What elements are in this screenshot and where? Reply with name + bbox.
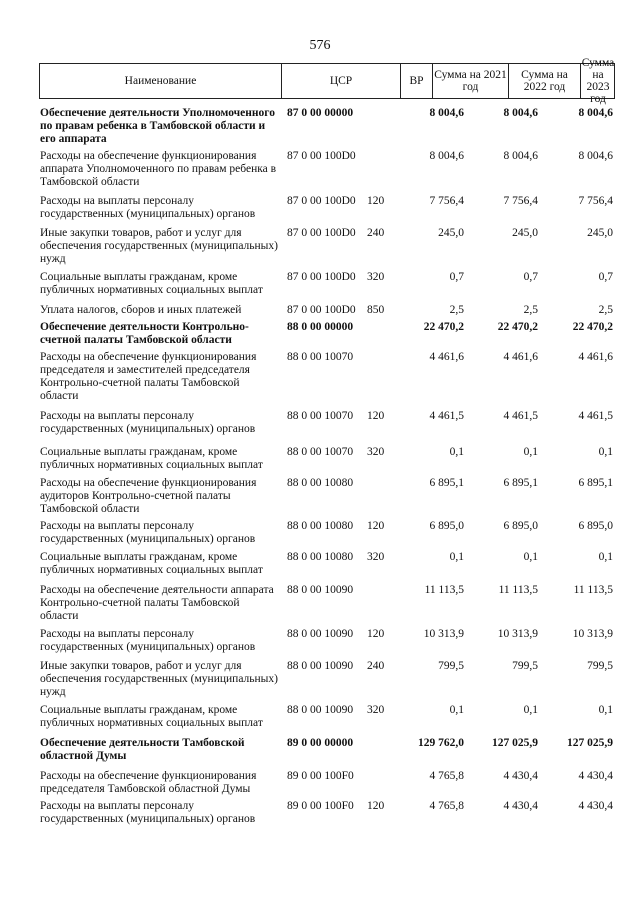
row-2022: 8 004,6 — [503, 150, 538, 162]
row-2023: 11 113,5 — [573, 584, 613, 596]
row-2021: 6 895,0 — [429, 520, 464, 532]
row-2023: 2,5 — [598, 304, 613, 316]
header-2023: Сумма на 2023 год — [581, 57, 615, 105]
row-name: Уплата налогов, сборов и иных платежей — [40, 304, 242, 316]
row-2021: 0,7 — [449, 271, 464, 283]
row-2021: 245,0 — [438, 227, 464, 239]
row-2023: 127 025,9 — [567, 737, 613, 749]
row-2022: 0,1 — [523, 551, 538, 563]
row-2021: 8 004,6 — [429, 150, 464, 162]
row-name: Социальные выплаты гражданам, кроме публичных нормативных социальных выплат — [40, 271, 263, 296]
row-csr: 87 0 00 100D0 — [287, 227, 356, 239]
row-name: Расходы на выплаты персоналу государственных (муниципальных) органов — [40, 800, 256, 825]
row-vr: 120 — [367, 195, 385, 207]
row-2023: 8 004,6 — [578, 150, 613, 162]
page-number: 576 — [309, 38, 331, 53]
row-2023: 245,0 — [587, 227, 613, 239]
row-2022: 22 470,2 — [497, 321, 538, 333]
row-vr: 240 — [367, 660, 385, 672]
row-2021: 11 113,5 — [424, 584, 464, 596]
row-2022: 0,7 — [523, 271, 538, 283]
row-2023: 6 895,1 — [578, 477, 613, 489]
header-vr: ВР — [401, 64, 433, 98]
row-csr: 88 0 00 10090 — [287, 704, 354, 716]
header-name: Наименование — [40, 64, 282, 98]
row-2023: 799,5 — [587, 660, 613, 672]
row-vr: 120 — [367, 628, 385, 640]
row-name: Расходы на обеспечение функционирования аудиторов Контрольно-счетной палаты Тамбовской области — [40, 477, 257, 515]
row-2022: 2,5 — [523, 304, 538, 316]
row-2021: 4 461,6 — [429, 351, 464, 363]
row-vr: 120 — [367, 520, 385, 532]
row-name: Обеспечение деятельности Контрольно-счетной палаты Тамбовской области — [40, 321, 249, 346]
row-csr: 87 0 00 100D0 — [287, 271, 356, 283]
row-2021: 4 765,8 — [429, 800, 464, 812]
row-2022: 4 430,4 — [503, 770, 538, 782]
row-2021: 7 756,4 — [429, 195, 464, 207]
row-name: Расходы на обеспечение деятельности аппарата Контрольно-счетной палаты Тамбовской области — [40, 584, 274, 622]
row-vr: 240 — [367, 227, 385, 239]
row-csr: 87 0 00 00000 — [287, 107, 354, 119]
header-2021: Сумма на 2021 год — [433, 64, 509, 98]
row-2021: 22 470,2 — [423, 321, 464, 333]
row-vr: 120 — [367, 800, 385, 812]
row-2023: 22 470,2 — [572, 321, 613, 333]
row-2021: 2,5 — [449, 304, 464, 316]
row-2022: 7 756,4 — [503, 195, 538, 207]
row-csr: 88 0 00 10090 — [287, 660, 354, 672]
row-2022: 4 430,4 — [503, 800, 538, 812]
row-2022: 127 025,9 — [492, 737, 538, 749]
header-csr: ЦСР — [282, 64, 401, 98]
row-csr: 87 0 00 100D0 — [287, 304, 356, 316]
row-2021: 0,1 — [449, 551, 464, 563]
row-name: Расходы на обеспечение функционирования аппарата Уполномоченного по правам ребенка в Тамбовской области — [40, 150, 277, 188]
row-csr: 88 0 00 10070 — [287, 410, 354, 422]
row-2023: 4 461,6 — [578, 351, 613, 363]
row-csr: 89 0 00 100F0 — [287, 800, 354, 812]
row-2021: 0,1 — [449, 446, 464, 458]
row-2021: 4 765,8 — [429, 770, 464, 782]
row-2021: 6 895,1 — [429, 477, 464, 489]
row-csr: 88 0 00 10090 — [287, 584, 354, 596]
row-csr: 89 0 00 00000 — [287, 737, 354, 749]
row-csr: 88 0 00 00000 — [287, 321, 354, 333]
row-csr: 88 0 00 10080 — [287, 477, 354, 489]
row-name: Социальные выплаты гражданам, кроме публичных нормативных социальных выплат — [40, 551, 263, 576]
row-name: Расходы на выплаты персоналу государственных (муниципальных) органов — [40, 628, 256, 653]
row-2023: 4 430,4 — [578, 800, 613, 812]
row-vr: 850 — [367, 304, 385, 316]
row-name: Социальные выплаты гражданам, кроме публичных нормативных социальных выплат — [40, 446, 263, 471]
row-name: Иные закупки товаров, работ и услуг для обеспечения государственных (муниципальных) нужд — [40, 227, 278, 265]
row-2023: 0,7 — [598, 271, 613, 283]
row-2022: 799,5 — [512, 660, 538, 672]
row-2021: 4 461,5 — [429, 410, 464, 422]
row-csr: 87 0 00 100D0 — [287, 195, 356, 207]
row-name: Иные закупки товаров, работ и услуг для обеспечения государственных (муниципальных) нужд — [40, 660, 278, 698]
row-2021: 10 313,9 — [423, 628, 464, 640]
row-2021: 129 762,0 — [418, 737, 464, 749]
row-vr: 320 — [367, 271, 385, 283]
row-2022: 245,0 — [512, 227, 538, 239]
header-2022: Сумма на 2022 год — [509, 64, 581, 98]
row-csr: 89 0 00 100F0 — [287, 770, 354, 782]
row-csr: 88 0 00 10090 — [287, 628, 354, 640]
row-name: Социальные выплаты гражданам, кроме публичных нормативных социальных выплат — [40, 704, 263, 729]
row-csr: 88 0 00 10080 — [287, 551, 354, 563]
row-2023: 0,1 — [598, 446, 613, 458]
row-2023: 8 004,6 — [578, 107, 613, 119]
row-name: Расходы на выплаты персоналу государственных (муниципальных) органов — [40, 520, 256, 545]
row-vr: 320 — [367, 551, 385, 563]
row-2022: 11 113,5 — [498, 584, 538, 596]
row-name: Расходы на выплаты персоналу государственных (муниципальных) органов — [40, 410, 256, 435]
row-2023: 0,1 — [598, 551, 613, 563]
row-2023: 7 756,4 — [578, 195, 613, 207]
row-csr: 87 0 00 100D0 — [287, 150, 356, 162]
row-2021: 8 004,6 — [429, 107, 464, 119]
row-2021: 0,1 — [449, 704, 464, 716]
row-vr: 120 — [367, 410, 385, 422]
row-2023: 0,1 — [598, 704, 613, 716]
row-2022: 8 004,6 — [503, 107, 538, 119]
row-2023: 10 313,9 — [572, 628, 613, 640]
row-2023: 4 430,4 — [578, 770, 613, 782]
row-2023: 6 895,0 — [578, 520, 613, 532]
row-2022: 4 461,5 — [503, 410, 538, 422]
row-vr: 320 — [367, 446, 385, 458]
row-2023: 4 461,5 — [578, 410, 613, 422]
row-csr: 88 0 00 10070 — [287, 351, 354, 363]
row-2021: 799,5 — [438, 660, 464, 672]
row-csr: 88 0 00 10070 — [287, 446, 354, 458]
row-2022: 0,1 — [523, 446, 538, 458]
table-header — [39, 57, 615, 105]
row-name: Расходы на выплаты персоналу государственных (муниципальных) органов — [40, 195, 256, 220]
row-name: Обеспечение деятельности Уполномоченного по правам ребенка в Тамбовской области и его аппарата — [40, 107, 275, 145]
row-2022: 6 895,1 — [503, 477, 538, 489]
row-csr: 88 0 00 10080 — [287, 520, 354, 532]
row-name: Расходы на обеспечение функционирования председателя и заместителей председателя Контрольно-счетной палаты Тамбовской области — [40, 351, 257, 402]
row-vr: 320 — [367, 704, 385, 716]
row-2022: 4 461,6 — [503, 351, 538, 363]
row-name: Расходы на обеспечение функционирования председателя Тамбовской областной Думы — [40, 770, 257, 795]
row-2022: 6 895,0 — [503, 520, 538, 532]
row-2022: 0,1 — [523, 704, 538, 716]
row-2022: 10 313,9 — [497, 628, 538, 640]
row-name: Обеспечение деятельности Тамбовской областной Думы — [40, 737, 245, 762]
